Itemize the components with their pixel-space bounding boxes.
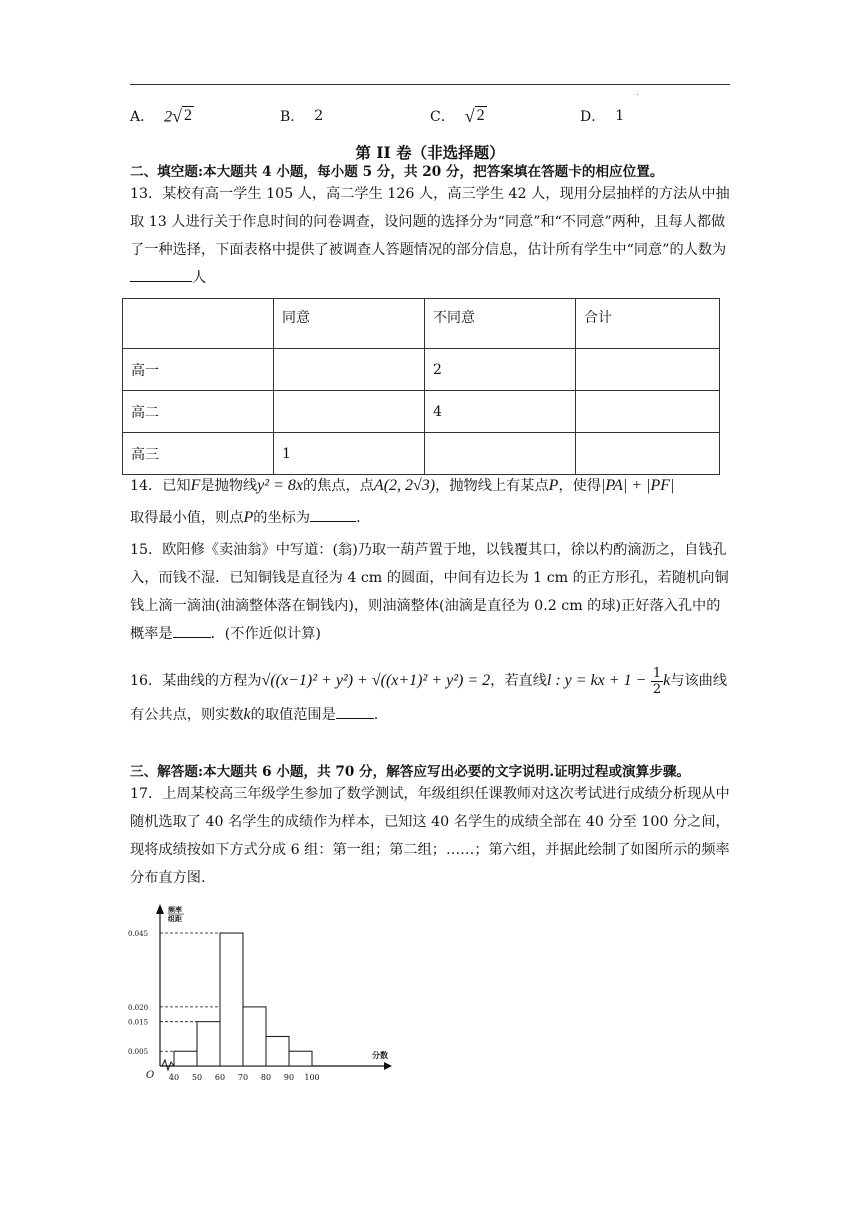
question-13-suffix: 人 — [192, 270, 207, 286]
line-equation: l : y = kx + 1 − — [546, 672, 647, 689]
q16-text: ，若直线 — [490, 673, 547, 689]
question-15 — [130, 536, 730, 648]
section-title: 第 II 卷（非选择题） — [355, 143, 505, 162]
table-cell: 高二 — [123, 391, 274, 433]
table-cell: 高一 — [123, 349, 274, 391]
coef: 2 — [164, 108, 173, 126]
q14-text: 的焦点，点 — [302, 478, 374, 494]
answer-blank[interactable] — [130, 267, 192, 282]
histogram-bar — [197, 1022, 220, 1066]
q15-end: ．(不作近似计算) — [210, 626, 321, 642]
table-cell — [274, 391, 425, 433]
table-cell — [576, 433, 720, 475]
curve-equation: √((x−1)² + y²) + √((x+1)² + y²) = 2 — [261, 672, 491, 689]
distance-expression: |PA| + |PF| — [601, 477, 675, 494]
answer-blank[interactable] — [336, 704, 374, 719]
histogram-bar — [266, 1036, 289, 1066]
radicand: 2 — [476, 107, 485, 124]
symbol-F: F — [190, 477, 201, 494]
choice-letter: D． — [580, 109, 606, 125]
q14-text: 的坐标为 — [253, 510, 311, 526]
frequency-histogram — [126, 900, 396, 1086]
y-tick-label: 0.045 — [128, 930, 149, 939]
histogram-bar — [243, 1007, 266, 1066]
question-16 — [130, 664, 730, 732]
table-cell: 1 — [274, 433, 425, 475]
histogram-bar — [174, 1051, 197, 1066]
table-cell: 2 — [425, 349, 576, 391]
question-13-text: 13．某校有高一学生 105 人，高二学生 126 人，高三学生 42 人，现用分层抽样的方法从中抽取 13 人进行关于作息时间的问卷调查，设问题的选择分为“同意”和“不同意”两种，且每人都做了一种选择，下面表格中提供了被调查人答题情况的部分信息，估计所有学生中“同意”的人数为 — [130, 186, 730, 258]
histogram-bar — [220, 933, 243, 1066]
x-tick-label: 40 — [168, 1073, 180, 1082]
choice-c[interactable] — [430, 106, 487, 127]
choice-c-value — [465, 106, 487, 127]
question-14 — [130, 470, 730, 534]
question-13 — [130, 180, 730, 292]
part3-heading: 三、解答题:本大题共 6 小题，共 70 分，解答应写出必要的文字说明.证明过程或演算步骤。 — [130, 764, 691, 780]
survey-table — [122, 298, 720, 475]
table-row — [123, 349, 720, 391]
q16-text: 与该曲线有公共点，则实数 — [130, 673, 728, 723]
x-tick-label: 90 — [283, 1073, 295, 1082]
choice-d[interactable] — [580, 106, 624, 126]
sqrt-symbol: √ 2 — [464, 105, 485, 126]
table-header-cell: 不同意 — [425, 299, 576, 349]
y-axis-label: 频率 — [168, 905, 182, 914]
q16-text: 16．某曲线的方程为 — [130, 673, 262, 689]
top-rule — [130, 84, 730, 85]
radicand: 2 — [184, 107, 193, 124]
x-tick-label: 70 — [237, 1073, 249, 1082]
table-cell — [576, 391, 720, 433]
x-axis-label: 分数 — [372, 1050, 388, 1060]
table-cell: 高三 — [123, 433, 274, 475]
histogram-bar — [289, 1051, 312, 1066]
sqrt-symbol: √ 2 — [172, 105, 193, 126]
y-tick-label: 0.015 — [128, 1018, 149, 1027]
table-cell: 4 — [425, 391, 576, 433]
y-tick-label: 0.020 — [128, 1003, 149, 1012]
choice-row — [130, 106, 730, 134]
choice-b-value: 2 — [314, 108, 324, 124]
x-tick-label: 80 — [260, 1073, 272, 1082]
x-tick-label: 100 — [304, 1073, 320, 1082]
q14-text: ，使得 — [558, 478, 602, 494]
table-cell — [576, 349, 720, 391]
answer-blank[interactable] — [310, 507, 356, 522]
question-17: 17．上周某校高三年级学生参加了数学测试，年级组织任课教师对这次考试进行成绩分析现从中随机选取了 40 名学生的成绩作为样本，已知这 40 名学生的成绩全部在 40 分至 100 分之间，现将成绩按如下方式分成 6 组：第一组；第二组；……；第六组，并据此绘制了如图所示的频率分布直方图. — [130, 786, 730, 886]
symbol-k: k — [243, 706, 251, 723]
table-header-cell: 同意 — [274, 299, 425, 349]
symbol-k: k — [663, 672, 671, 689]
axis-break — [162, 1060, 174, 1070]
q15-text: 15．欧阳修《卖油翁》中写道：(翁)乃取一葫芦置于地，以钱覆其口，徐以杓酌滴沥之，自钱孔入，而钱不湿．已知铜钱是直径为 4 cm 的圆面，中间有边长为 1 cm 的正方形孔，若随机向铜钱上滴一滴油(油滴整体落在铜钱内)，则油滴整体(油滴是直径为 0.2 cm 的球)正好落入孔中的概率是 — [130, 542, 729, 642]
x-tick-label: 50 — [191, 1073, 203, 1082]
x-tick-label: 60 — [214, 1073, 226, 1082]
symbol-P: P — [243, 509, 254, 526]
table-cell — [425, 433, 576, 475]
choice-letter: C． — [430, 109, 455, 126]
choice-d-value: 1 — [615, 108, 625, 124]
q14-text: 取得最小值，则点 — [130, 510, 244, 526]
symbol-P: P — [548, 477, 559, 494]
parabola-equation: y² = 8x — [257, 477, 303, 494]
choice-letter: B． — [280, 109, 305, 125]
y-axis-label: 组距 — [168, 914, 182, 923]
answer-blank[interactable] — [173, 623, 211, 638]
y-axis-arrow — [156, 904, 164, 914]
fraction — [651, 666, 663, 697]
origin-label: O — [146, 1070, 155, 1081]
choice-a[interactable] — [130, 106, 194, 127]
choice-b[interactable] — [280, 106, 323, 126]
x-axis-arrow — [384, 1062, 392, 1070]
table-header-cell: 合计 — [576, 299, 720, 349]
q14-text: 是抛物线 — [200, 478, 258, 494]
point-A: A(2, 2√3) — [373, 477, 436, 494]
part2-heading: 二、填空题:本大题共 4 小题，每小题 5 分，共 20 分，把答案填在答题卡的相应位置。 — [130, 164, 664, 180]
choice-letter: A． — [130, 109, 155, 126]
table-row — [123, 433, 720, 475]
q16-end: . — [373, 707, 379, 723]
q14-text: 14．已知 — [130, 478, 191, 494]
fraction-denominator: 2 — [652, 681, 662, 697]
q16-text: 的取值范围是 — [250, 707, 336, 723]
table-cell — [274, 349, 425, 391]
q14-text: ，抛物线上有某点 — [435, 478, 549, 494]
header-dot: . — [636, 88, 639, 97]
fraction-numerator: 1 — [652, 665, 662, 681]
q14-end: . — [356, 510, 361, 526]
table-header-row — [123, 299, 720, 349]
table-row — [123, 391, 720, 433]
choice-a-value — [164, 106, 194, 127]
table-header-cell — [123, 299, 274, 349]
y-tick-label: 0.005 — [128, 1048, 149, 1057]
